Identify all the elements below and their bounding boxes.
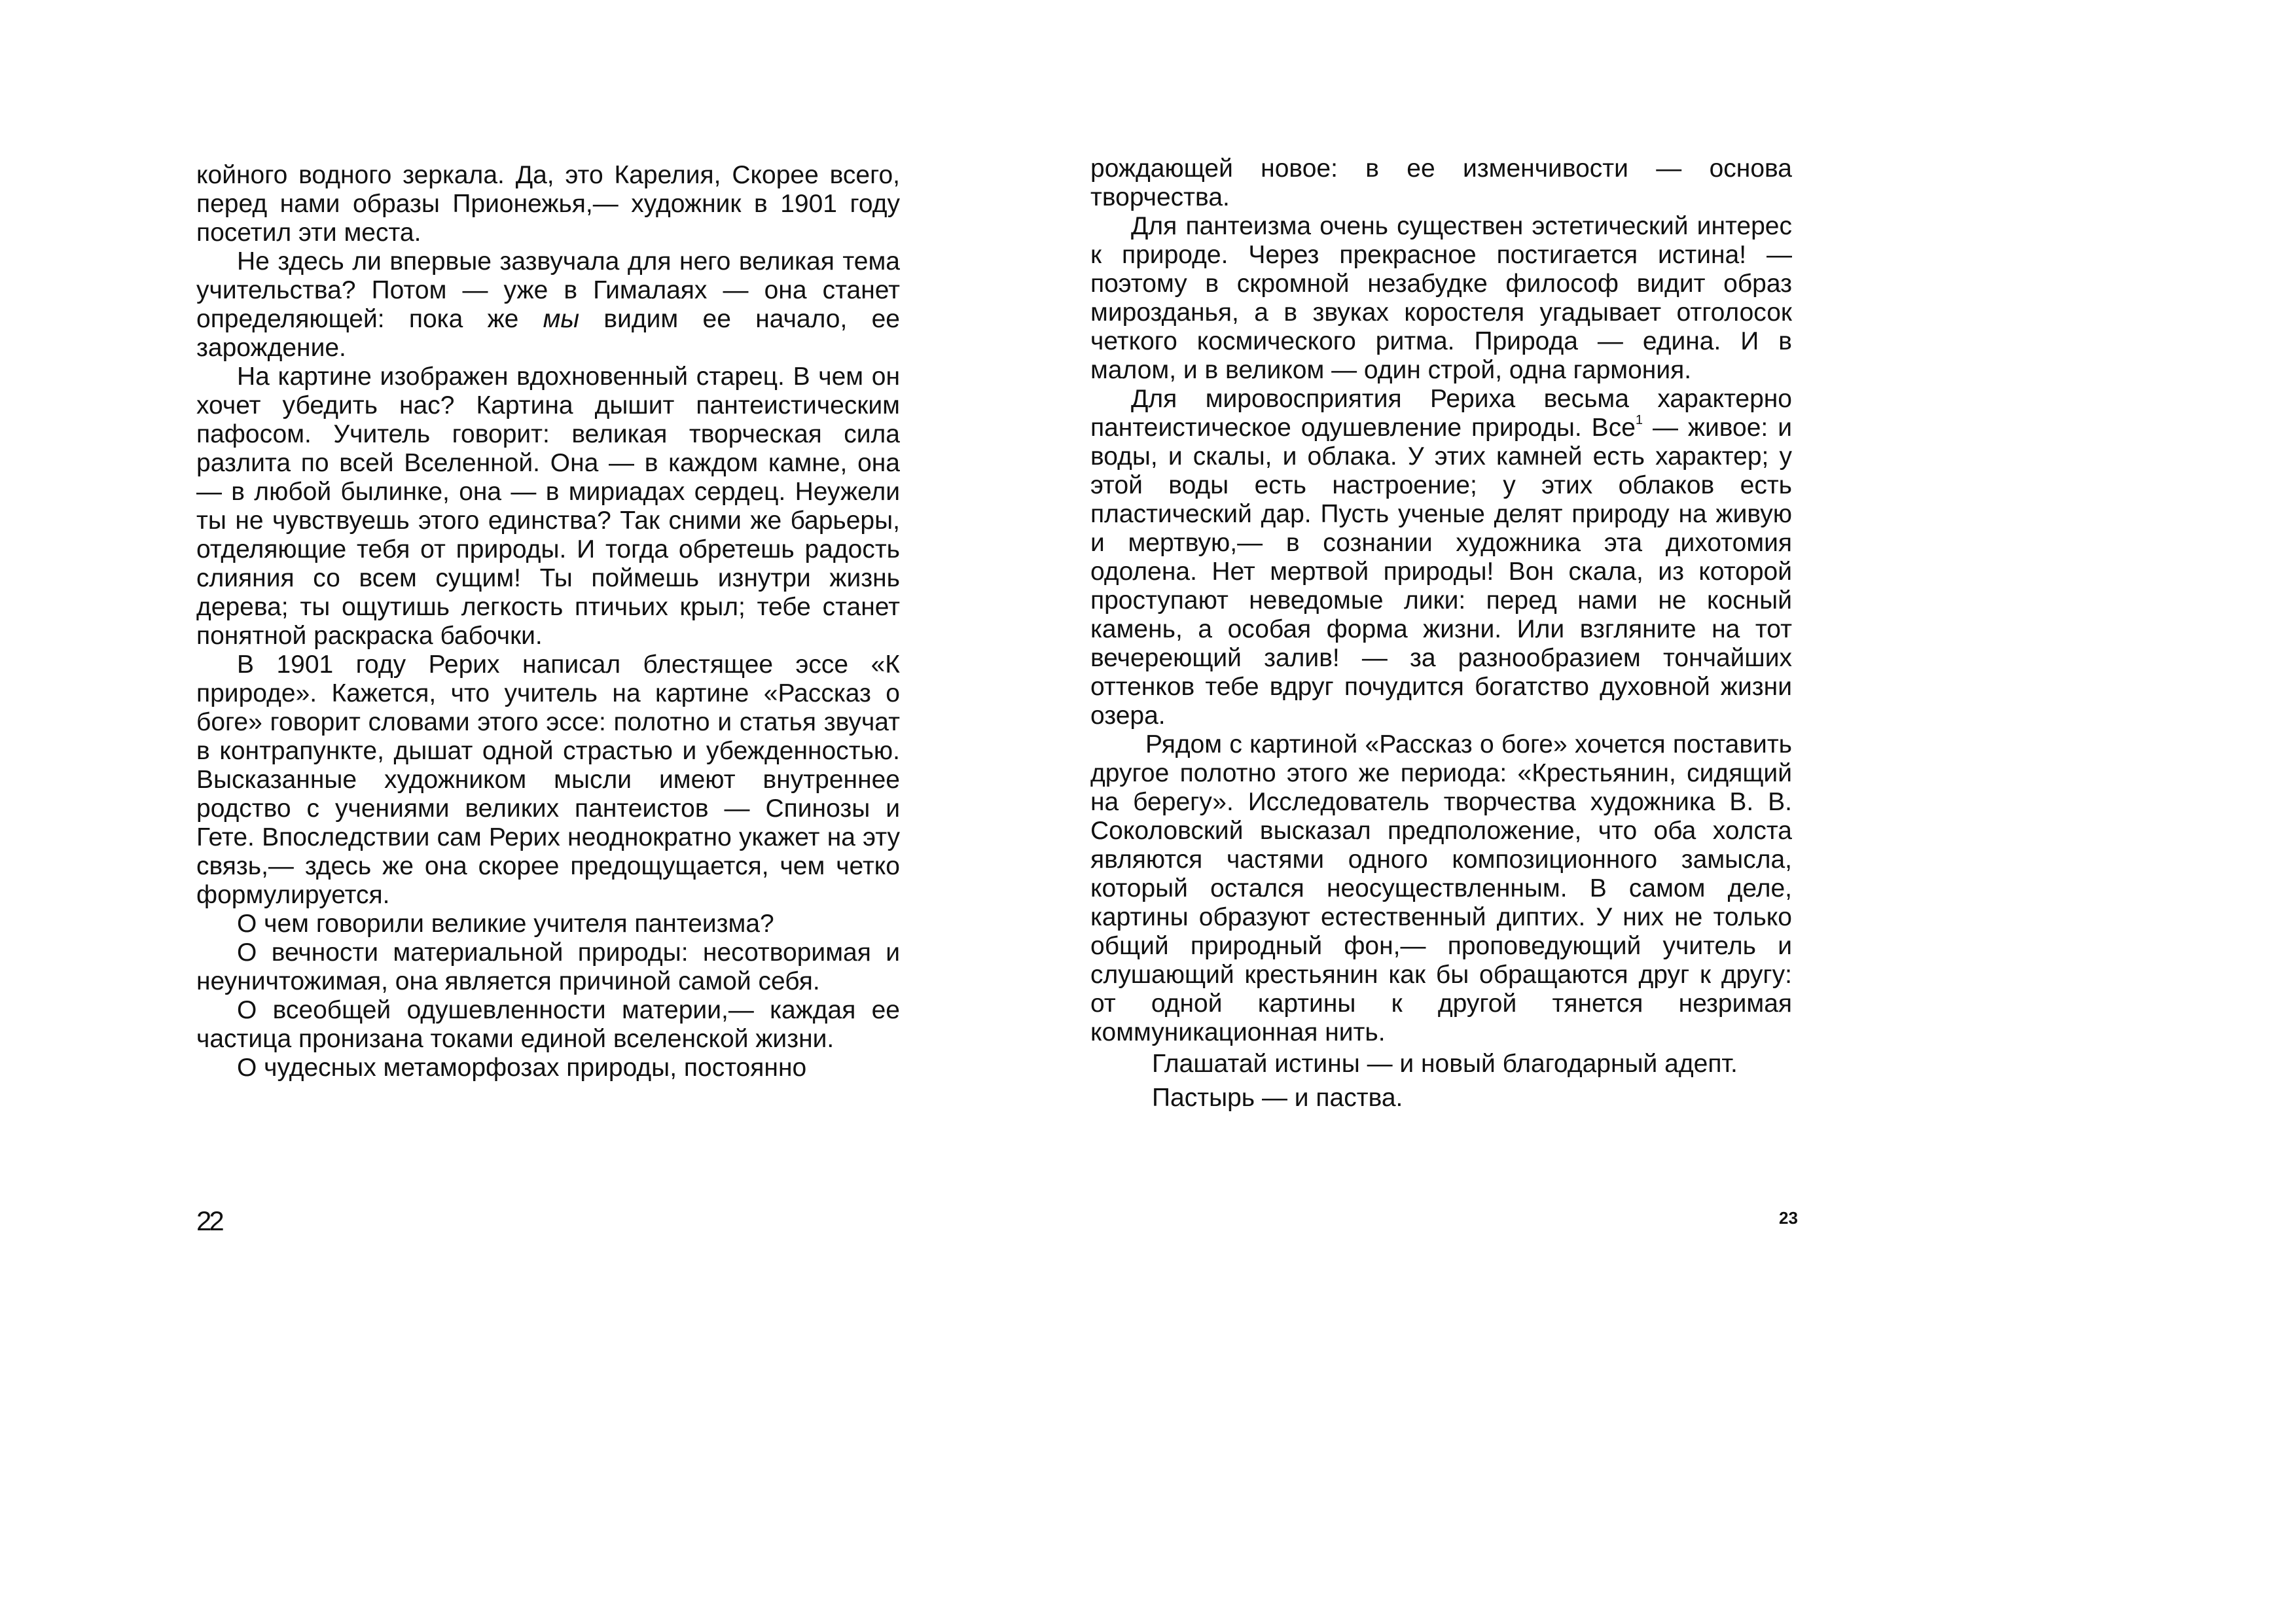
- left-page: [196, 161, 900, 1082]
- paragraph-elder: На картине изображен вдохновенный старец. В чем он хочет убедить нас? Картина дышит пантеистическим пафосом. Учитель говорит: великая творческая сила разлита по всей Вселенной. Она — в каждом камне, она — в любой былинке, она — в мириадах сердец. Неужели ты не чувствуешь этого единства? Так сними же барьеры, отделяющие тебя от природы. И тогда обретешь радость слияния со всем сущим! Ты поймешь изнутри жизнь дерева; ты ощутишь легкость птичьих крыл; тебе станет понятной раскраска бабочки.: [196, 363, 900, 650]
- footnote-mark[interactable]: 1: [1635, 413, 1643, 427]
- paragraph-continuation: рождающей новое: в ее изменчивости — основа творчества.: [1090, 154, 1792, 211]
- paragraph-roerich-worldview: [1090, 385, 1792, 730]
- paragraph-teaching-theme: [196, 247, 900, 363]
- poem-line-2: Пастырь — и паства.: [1152, 1084, 1403, 1112]
- right-page: [1090, 154, 1792, 1115]
- paragraph-teaching-end: видим ее начало, ее зарождение.: [196, 305, 900, 362]
- emphasis-word: мы: [543, 305, 580, 333]
- paragraph-essay: В 1901 году Рерих написал блестящее эссе «К природе». Кажется, что учитель на картине «Рассказ о боге» говорит словами этого эссе: полотно и статья звучат в контрапункте, дышат одной страстью и убежденностью. Высказанные художником мысли имеют внутреннее родство с учениями великих пантеистов — Спинозы и Гете. Впоследствии сам Рерих неоднократно укажет на эту связь,— здесь же она скорее предощущается, чем четко формулируется.: [196, 651, 900, 909]
- paragraph-aesthetics: Для пантеизма очень существен эстетический интерес к природе. Через прекрасное постигается истина! — поэтому в скромной незабудке философ видит образ мирозданья, а в звуках коростеля угадывает отголосок четкого космического ритма. Природа — едина. И в малом, и в великом — один строй, одна гармония.: [1090, 212, 1792, 384]
- paragraph-worldview-rest: — живое: и воды, и скалы, и облака. У этих камней есть характер; у этой воды есть настроение; у этих облаков есть пластический дар. Пусть ученые делят природу на живую и мертвую,— в сознании художника эта дихотомия одолена. Нет мертвой природы! Вон скала, из которой проступают неведомые лики: перед нами не косный камень, а особая форма жизни. Или взгляните на тот вечереющий залив! — за разнообразием тончайших оттенков тебе вдруг почудится богатство духовной жизни озера.: [1090, 414, 1792, 730]
- paragraph-teaching-text: Не здесь ли впервые зазвучала для него великая тема учительства? Потом — уже в Гималаях — она станет определяющей: пока же: [196, 247, 900, 333]
- paragraph-karelia: койного водного зеркала. Да, это Карелия, Скорее всего, перед нами образы Прионежья,— художник в 1901 году посетил эти места.: [196, 161, 900, 247]
- paragraph-peasant: Рядом с картиной «Рассказ о боге» хочется поставить другое полотно этого же периода: «Крестьянин, сидящий на берегу». Исследователь творчества художника В. В. Соколовский высказал предположение, что оба холста являются частями одного композиционного замысла, который остался неосуществленным. В самом деле, картины образуют естественный диптих. У них не только общий природный фон,— проповедующий учитель и слушающий крестьянин как бы обращаются друг к другу: от одной картины к другой тянется незримая коммуникационная нить.: [1090, 730, 1792, 1046]
- page-number-right: 23: [1779, 1208, 1798, 1228]
- poem-line-1: Глашатай истины — и новый благодарный адепт.: [1152, 1050, 1738, 1078]
- paragraph-worldview-start: Для мировосприятия Рериха весьма характерно пантеистическое одушевление природы. Все: [1090, 385, 1792, 442]
- paragraph-animation: О всеобщей одушевленности материи,— каждая ее частица пронизана токами единой вселенской жизни.: [196, 996, 900, 1053]
- paragraph-question: О чем говорили великие учителя пантеизма?: [237, 910, 774, 938]
- paragraph-metamorphoses: О чудесных метаморфозах природы, постоянно: [237, 1054, 807, 1082]
- page-number-left: 22: [196, 1205, 222, 1236]
- paragraph-eternity: О вечности материальной природы: несотворимая и неуничтожимая, она является причиной самой себя.: [196, 938, 900, 995]
